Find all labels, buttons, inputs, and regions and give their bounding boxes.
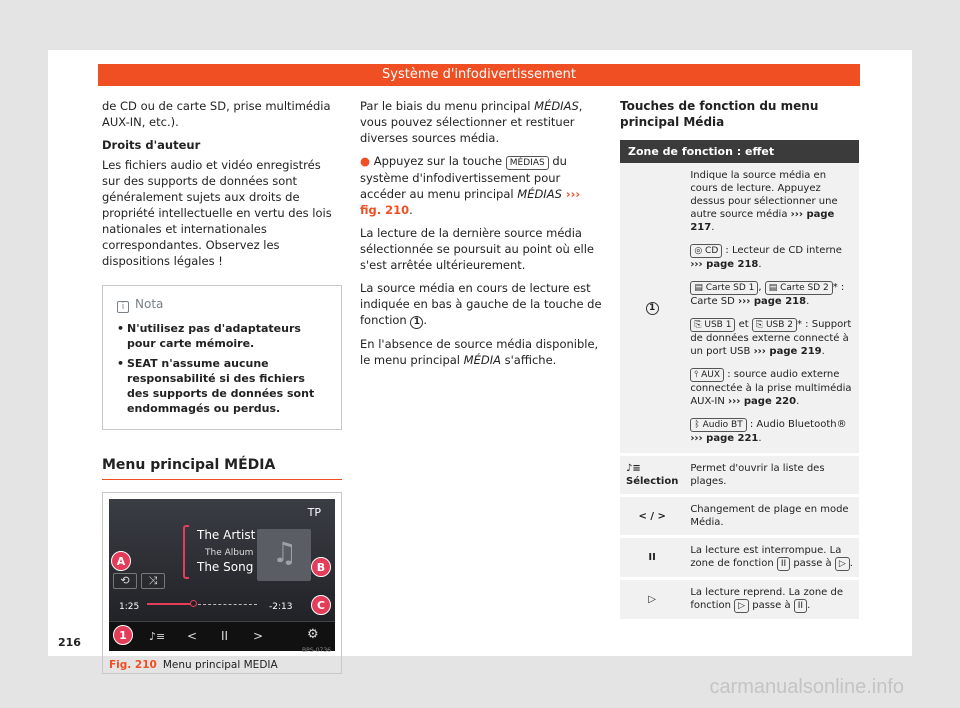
- usb2-key: ⎘ USB 2: [752, 318, 797, 332]
- shuffle-icon: ⤨: [148, 574, 158, 587]
- row-key: ▷: [620, 579, 684, 621]
- note-title: Nota: [135, 297, 164, 311]
- heading-droits: Droits d'auteur: [102, 138, 201, 152]
- cd-key: ◎ CD: [690, 244, 722, 258]
- usb-icon: ⎘: [694, 320, 705, 330]
- figure-number: Fig. 210: [109, 659, 157, 671]
- sd-card-icon: ▤: [694, 283, 706, 293]
- music-note-icon: ♫: [272, 536, 298, 569]
- pause-key-icon: II: [794, 599, 807, 613]
- row-content: Permet d'ouvrir la liste des plages.: [684, 455, 859, 496]
- row-key: ♪≡ Sélection: [620, 455, 684, 496]
- paragraph-intro: Par le biais du menu principal MÉDIAS, vous pouvez sélectionner et restituer diverses sources média.: [360, 99, 583, 145]
- sub-item: ᛒ Audio BT : Audio Bluetooth® ››› page 221.: [690, 419, 847, 444]
- disc-icon: ◎: [694, 246, 706, 256]
- table-row: [620, 455, 859, 496]
- row-content: Changement de plage en mode Média.: [684, 496, 859, 537]
- song-label: The Song: [197, 560, 254, 574]
- sd-card-icon: ▤: [768, 283, 781, 293]
- column-left: [102, 98, 342, 674]
- play-key-icon: ▷: [835, 557, 850, 571]
- row-key: II: [620, 537, 684, 579]
- note-item: • SEAT n'assume aucune responsabilité si des fichiers des supports de données sont endommagés ou perdus.: [117, 356, 329, 416]
- artist-label: The Artist: [197, 528, 256, 542]
- paragraph-resume: La lecture de la dernière source média sélectionnée se poursuit au point où elle s'est arrêtée ultérieurement.: [360, 226, 594, 272]
- bt-audio-key: ᛒ Audio BT: [690, 418, 746, 432]
- sd1-key: ▤ Carte SD 1: [690, 281, 758, 295]
- table-row: [620, 163, 859, 455]
- progress-fill: [147, 603, 193, 605]
- sd2-key: ▤ Carte SD 2: [765, 281, 833, 295]
- paragraph-droits: Les fichiers audio et vidéo enregistrés sur des supports de données sont généralement sujets aux droits de propriété intellectuelle en vertu des lois nationales et internationales correspondantes. Observez les dispositions légales !: [102, 158, 332, 268]
- bluetooth-icon: ᛒ: [694, 420, 703, 430]
- table-row: [620, 537, 859, 579]
- paragraph-absence: En l'absence de source média disponible, le menu principal MÉDIA s'affiche.: [360, 337, 599, 367]
- info-icon: i: [117, 301, 129, 313]
- selection-button[interactable]: ♪≡: [149, 630, 166, 643]
- media-screen: [109, 499, 335, 651]
- medias-key: MÉDIAS: [506, 156, 549, 170]
- column-middle: [360, 98, 603, 375]
- watermark: carmanualsonline.info: [709, 676, 904, 698]
- table-header: Zone de fonction : effet: [620, 140, 859, 163]
- aux-key: ⫯ AUX: [690, 368, 724, 382]
- row-content: La lecture est interrompue. La zone de fonction II passe à ▷ .: [684, 537, 859, 579]
- bracket: [183, 525, 189, 579]
- page-header: Système d'infodivertissement: [98, 64, 860, 86]
- column-right: [620, 98, 860, 622]
- album-cover: [257, 529, 311, 581]
- row-key: 1: [620, 163, 684, 455]
- figure-box: [102, 492, 342, 674]
- page-number: 216: [58, 636, 81, 649]
- play-key-icon: ▷: [734, 599, 749, 613]
- callout-1: 1: [113, 625, 133, 645]
- note-box: [102, 285, 342, 430]
- sub-item: Indique la source média en cours de lecture. Appuyez dessus pour sélectionner une autre source média ››› page 217.: [690, 170, 838, 233]
- note-item: • N'utilisez pas d'adaptateurs pour carte mémoire.: [117, 321, 329, 351]
- figure-code: BPS-0736: [302, 647, 331, 654]
- album-label: The Album: [205, 548, 254, 558]
- usb-icon: ⎘: [755, 320, 766, 330]
- jack-icon: ⫯: [694, 370, 702, 380]
- gear-icon[interactable]: ⚙: [307, 627, 319, 642]
- table-row: [620, 579, 859, 621]
- row-key: < / >: [620, 496, 684, 537]
- sub-item: ◎ CD : Lecteur de CD interne ››› page 218.: [690, 245, 842, 270]
- table-section-title: Touches de fonction du menu principal Média: [620, 99, 819, 129]
- row-content: [684, 163, 859, 455]
- note-list: [117, 321, 329, 416]
- callout-a: A: [111, 551, 131, 571]
- section-title: Menu principal MÉDIA: [102, 457, 342, 480]
- table-row: [620, 496, 859, 537]
- remaining-time: -2:13: [269, 602, 293, 612]
- prev-button[interactable]: <: [187, 629, 198, 643]
- row-content: La lecture reprend. La zone de fonction ▷ passe à II .: [684, 579, 859, 621]
- shuffle-button[interactable]: [141, 573, 165, 589]
- pause-key-icon: II: [777, 557, 790, 571]
- figure-caption-text: Menu principal MEDIA: [162, 659, 278, 671]
- usb1-key: ⎘ USB 1: [690, 318, 735, 332]
- function-table: [620, 140, 859, 622]
- pause-button[interactable]: II: [221, 629, 229, 643]
- fig-ref-link[interactable]: ››› fig. 210: [360, 187, 581, 217]
- sub-item: ⫯ AUX : source audio externe connectée à la prise multimédia AUX-IN ››› page 220.: [690, 369, 852, 407]
- sub-item: ⎘ USB 1 et ⎘ USB 2 * : Support de données externe connecté à un port USB ››› page 219.: [690, 319, 852, 357]
- paragraph-source: La source média en cours de lecture est indiquée en bas à gauche de la touche de fonction 1 .: [360, 281, 602, 327]
- paragraph-cd: de CD ou de carte SD, prise multimédia AUX-IN, etc.).: [102, 99, 331, 129]
- elapsed-time: 1:25: [119, 602, 140, 612]
- callout-1-ref: 1: [410, 316, 423, 329]
- callout-b: B: [311, 557, 331, 577]
- tp-label: TP: [307, 506, 321, 519]
- bullet-icon: ●: [360, 154, 374, 168]
- repeat-icon: ⟲: [120, 574, 130, 587]
- next-button[interactable]: >: [253, 629, 264, 643]
- repeat-button[interactable]: [113, 573, 137, 589]
- sub-item: ▤ Carte SD 1 , ▤ Carte SD 2 * : Carte SD ››› page 218.: [690, 282, 845, 307]
- figure-caption: [109, 657, 335, 673]
- callout-c: C: [311, 595, 331, 615]
- paragraph-step: ● Appuyez sur la touche MÉDIAS du système d'infodivertissement pour accéder au menu principal MÉDIAS ››› fig. 210.: [360, 154, 581, 217]
- progress-knob[interactable]: [190, 600, 197, 607]
- note-header: [117, 296, 329, 313]
